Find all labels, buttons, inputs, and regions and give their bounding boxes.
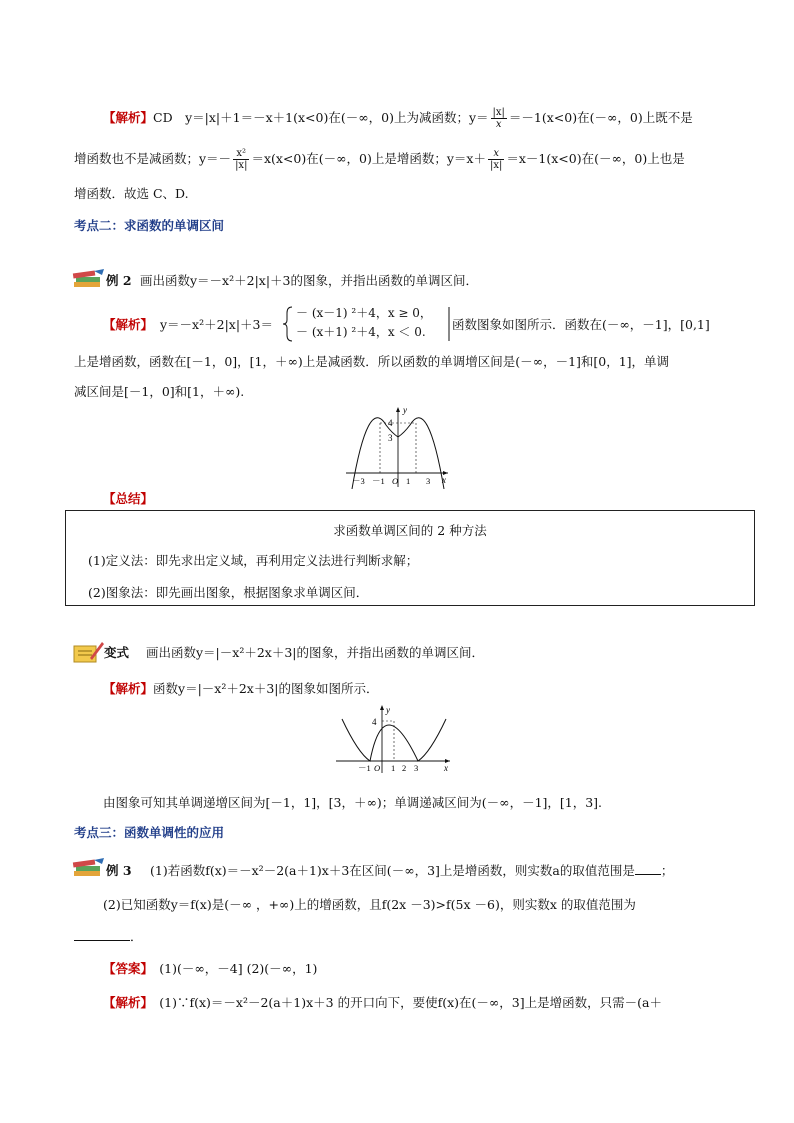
graph-variant [334,703,458,775]
example3-answer [103,960,317,978]
origin-label: O [392,476,399,486]
tick-label: －1 [372,476,385,486]
solution-text: ＝－1(x<0)在(－∞，0)上既不是 [508,110,693,125]
summary-tag: 【总结】 [103,491,154,506]
example-label: 例 3 [106,863,132,878]
piecewise-case-1: － (x－1) ²＋4，x ≥ 0， [296,306,432,320]
tick-label: 1 [406,476,411,486]
summary-title: 求函数单调区间的 2 种方法 [333,523,487,538]
notebook-icon [72,640,104,664]
axis-label-x: x [442,475,446,485]
summary-box [65,510,755,606]
section-heading-point2: 考点二：求函数的单调区间 [74,218,225,233]
question-text: ； [660,863,674,878]
right-brace-line [444,305,452,343]
example3-question-2: (2)已知函数y＝f(x)是(－∞ ，+∞)上的增函数，且f(2x －3)>f(5x －6)，则实数x 的取值范围为 [103,897,636,912]
piecewise-case-2: － (x＋1) ²＋4，x ＜ 0. [296,325,426,339]
tick-label: 3 [426,476,431,486]
solution-tag: 【解析】 [103,110,154,125]
example2-solution-line-3: 减区间是[－1，0]和[1，＋∞). [74,384,245,399]
origin-label: O [374,763,381,773]
solution-text: 增函数也不是减函数；y＝－ [74,151,232,166]
example2-solution-after: 函数图象如图所示．函数在(－∞，－1]，[0,1] [452,317,710,332]
example-label: 例 2 [106,273,132,288]
solution-tag: 【解析】 [103,681,154,696]
y-axis-arrow [396,407,400,412]
tick-label: 2 [402,763,407,773]
summary-method-2: (2)图象法：即先画出图象，根据图象求单调区间． [88,585,369,600]
example2-solution-line-2: 上是增函数，函数在[－1，0]，[1，＋∞)上是减函数．所以函数的单调增区间是(－∞，－1]和[0，1]，单调 [74,354,670,369]
solution-text: 函数y＝|－x²＋2x＋3|的图象如图所示． [153,681,379,696]
solution-tag: 【解析】 [103,995,147,1010]
answer-blank [635,862,661,875]
piecewise-lhs: y＝－x²＋2|x|＋3＝ [160,317,274,332]
fraction: $\frac{x}{|x|}$ [489,148,503,171]
variant-solution-line-1 [103,680,379,698]
example3-question-2-blank [74,928,143,946]
axis-label-y: y [403,405,407,415]
graph-example2 [340,403,460,489]
solution-line-3: 增函数．故选 C、D. [74,186,189,201]
tick-label: －1 [358,763,371,773]
section-heading-point3: 考点三：函数单调性的应用 [74,825,225,840]
axis-label-x: x [444,763,448,773]
left-brace [282,305,294,343]
y-axis-arrow [380,705,384,710]
tick-label: 4 [388,418,393,428]
answer-blank [74,928,130,941]
tick-label: －3 [352,476,365,486]
tick-label: 4 [372,717,377,727]
question-text: (1)若函数f(x)＝－x²－2(a＋1)x＋3在区间(－∞，3]上是增函数，则实数a的取值范围是 [150,863,635,878]
example3-question-1 [150,862,673,880]
tick-label: 3 [388,433,393,443]
books-icon [72,269,106,291]
answer-text: (1)(－∞，－4] (2)(－∞，1) [159,961,318,976]
books-icon [72,858,106,880]
solution-text: (1)∵f(x)＝－x²－2(a＋1)x＋3 的开口向下，要使f(x)在(－∞，3]上是增函数，只需－(a＋ [159,995,662,1010]
solution-text: ＝x(x<0)在(－∞，0)上是增函数；y＝x＋ [251,151,486,166]
variant-question: 画出函数y＝|－x²＋2x＋3|的图象，并指出函数的单调区间． [146,645,485,660]
solution-line-1 [103,107,693,130]
solution-text: CD y＝|x|＋1＝－x＋1(x<0)在(－∞，0)上为减函数；y＝ [153,110,489,125]
variant-solution-line-2: 由图象可知其单调递增区间为[－1，1]，[3，＋∞)；单调递减区间为(－∞，－1]，[1，3]. [103,795,603,810]
answer-tag: 【答案】 [103,961,147,976]
example-question: 画出函数y＝－x²＋2|x|＋3的图象，并指出函数的单调区间． [140,273,479,288]
solution-text: ＝x－1(x<0)在(－∞，0)上也是 [506,151,685,166]
tick-label: 1 [391,763,396,773]
question-text: ． [130,929,143,944]
solution-line-2 [74,148,685,171]
fraction: $\frac{|x|}{x}$ [492,107,505,130]
example3-solution [103,994,662,1012]
axis-label-y: y [386,705,390,715]
solution-tag: 【解析】 [103,317,154,332]
tick-label: 3 [414,763,419,773]
summary-method-1: (1)定义法：即先求出定义域，再利用定义法进行判断求解； [88,553,419,568]
fraction: $\frac{\text{x²}}{|x|}$ [235,148,248,171]
variant-label: 变式 [104,645,130,660]
example2-solution-line-1 [103,316,153,334]
